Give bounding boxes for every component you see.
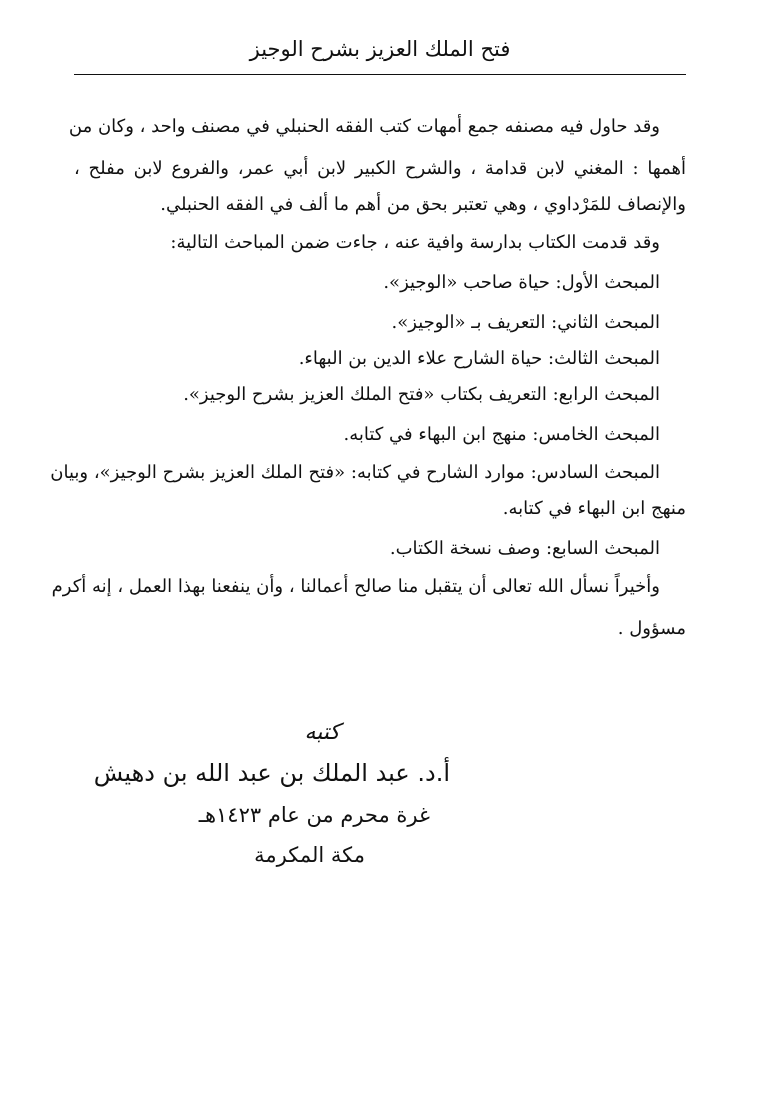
section-item-6: المبحث السادس: موارد الشارح في كتابه: «فتح الملك العزيز بشرح الوجيز»، وبيان: [50, 462, 660, 483]
closing-line-1: وأخيراً نسأل الله تعالى أن يتقبل منا صالح أعمالنا ، وأن ينفعنا بهذا العمل ، إنه أكرم: [51, 576, 660, 597]
signature-place: مكة المكرمة: [254, 843, 365, 867]
section-item-2: المبحث الثاني: التعريف بـ «الوجيز».: [391, 312, 660, 333]
signature-kataba: كتبه: [304, 720, 340, 745]
section-item-4: المبحث الرابع: التعريف بكتاب «فتح الملك العزيز بشرح الوجيز».: [183, 384, 660, 405]
body-line-4: وقد قدمت الكتاب بدارسة وافية عنه ، جاءت ضمن المباحث التالية:: [170, 232, 660, 253]
signature-author: أ.د. عبد الملك بن عبد الله بن دهيش: [93, 759, 450, 787]
body-line-3: والإنصاف للمَرْداوي ، وهي تعتبر بحق من أهم ما ألف في الفقه الحنبلي.: [160, 194, 686, 215]
body-line-1: وقد حاول فيه مصنفه جمع أمهات كتب الفقه الحنبلي في مصنف واحد ، وكان من: [68, 116, 660, 137]
section-item-6-cont: منهج ابن البهاء في كتابه.: [502, 498, 686, 519]
section-item-1: المبحث الأول: حياة صاحب «الوجيز».: [383, 272, 660, 293]
section-item-3: المبحث الثالث: حياة الشارح علاء الدين بن البهاء.: [298, 348, 660, 369]
header-rule: [74, 74, 686, 75]
section-item-7: المبحث السابع: وصف نسخة الكتاب.: [389, 538, 660, 559]
running-title: فتح الملك العزيز بشرح الوجيز: [249, 37, 511, 61]
section-item-5: المبحث الخامس: منهج ابن البهاء في كتابه.: [343, 424, 660, 445]
signature-date: غرة محرم من عام ١٤٢٣هـ: [198, 803, 430, 827]
body-line-2: أهمها : المغني لابن قدامة ، والشرح الكبير لابن أبي عمر، والفروع لابن مفلح ،: [74, 158, 686, 179]
closing-line-2: مسؤول .: [617, 618, 686, 639]
